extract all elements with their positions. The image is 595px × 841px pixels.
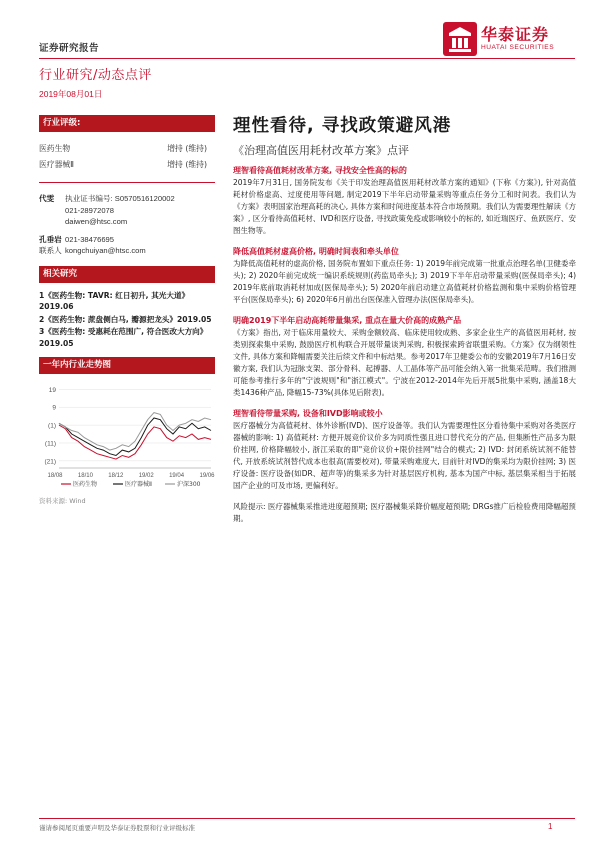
analyst-email[interactable]: daiwen@htsc.com [65,217,128,226]
x-tick-label: 18/08 [47,473,63,479]
y-tick-label: (1) [48,422,56,430]
section [233,408,576,492]
report-date: 2019年08月01日 [39,89,103,99]
contact-name: 孔垂岩 [39,234,62,244]
contact-phone: 021-38476695 [65,234,114,244]
related-heading: 相关研究 [39,266,215,283]
legend-label: 医药生物 [73,481,98,488]
related-item[interactable]: 3《医药生物: 受惠耗在范围广, 符合医改大方向》2019.05 [39,327,208,348]
chart-source: 资料来源: Wind [39,497,86,505]
related-item[interactable]: 1《医药生物: TAVR: 红日初升, 其光大道》2019.06 [39,290,190,311]
report-type-label: 证券研究报告 [39,43,100,54]
report-title: 理性看待, 寻找政策避风港 [233,116,452,136]
y-tick-label: 9 [52,404,56,412]
analyst-phone: 021-28972078 [65,205,114,215]
rating-sector: 医疗器械Ⅱ [39,160,75,169]
x-tick-label: 19/04 [169,473,185,479]
report-subtitle: 《治理高值医用耗材改革方案》点评 [233,144,409,157]
rating-row [39,141,215,157]
x-tick-label: 19/02 [138,473,154,479]
series-line [59,418,211,456]
y-tick-label: (21) [44,458,56,466]
section-heading: 理智看待带量采购, 设备和IVD影响或较小 [233,409,383,418]
x-tick-label: 18/10 [77,473,93,479]
section-body: 《方案》指出, 对于临床用量较大、采购金额较高、临床使用较成熟、多家企业生产的高值医用耗材, 按类别探索集中采购, 鼓励医疗机构联合开展带量谈判采购, 积极探索跨省联盟采购。《方案》仅为纲领性文件, 具体方案和降幅需要关注后续文件和中标结果。参考2017年卫健委公布的安徽2019年7月16日安徽方案, 我们认为冠脉支架、部分骨科、起搏器、人工晶体等产品可能会纳入第一批集采范畴。我们推测可能参考推行多年的"宁波规则"和"浙江模式"。宁波在2012-2014年先后开展5批集中采购, 涵盖18大类1436种产品, 降幅15-73%(具体见后附表)。 [233,328,576,397]
section-heading: 明确2019下半年启动高耗带量集采, 重点在量大价高的成熟产品 [233,316,462,325]
section [233,165,576,237]
y-tick-label: (11) [44,440,56,448]
section-body: 为降低高值耗材的虚高价格, 国务院布置如下重点任务: 1) 2019年前完成第一批重点治理名单(卫健委牵头); 2) 2020年前完成统一编识系统规则(药监局牵头); 3) 2019下半年启动带量采购(医保局牵头); 4) 2019年底前取消耗材加成(医保局牵头); 5) 2020年前启动建立高值耗材价格监测和集中采购价格管理平台(医保局牵头); 6) 2020年6月前出台医保准入管理办法(医保局牵头)。 [233,259,576,304]
x-tick-label: 18/12 [108,473,124,479]
main-content [233,165,576,525]
contact-label: 联系人 [39,246,62,255]
section-heading: 理智看待高值耗材改革方案, 寻找安全性高的标的 [233,166,407,175]
section-body: 2019年7月31日, 国务院发布《关于印发治理高值医用耗材改革方案的通知》(下称《方案》), 针对高值耗材价格虚高、过度使用等问题, 制定2019下半年启动带量采购等重点任务分工和时间表。我们认为《方案》表明国家治理高耗的决心, 具体方案和时间进度基本符合市场预期。我们认为需要理性解读《方案》, 区分看待高值耗材、IVD和医疗设备, 寻找政策免疫或影响较小的标的, 如近瑞医疗、鱼跃医疗、安图生物等。 [233,178,576,235]
brand-mark-icon [443,22,477,56]
trend-chart [39,376,215,494]
section [233,246,576,306]
section-body: 医疗器械分为高值耗材、体外诊断(IVD)、医疗设备等。我们认为需要理性区分看待集中采购对各类医疗器械的影响: 1) 高值耗材: 方便开展竞价议价多为同质性强且进口替代充分的产品, 但集断性产品多为限价挂网, 价格降幅较小, 浙江采取的即"竞价议价+限价挂网"结合的模式; 2) IVD: 封闭系统试剂不能替代, 开放系统试剂替代成本也很高(需要校对), 带量采购难度大, 目前针对IVD的集采均为限价挂网; 3) 医疗设备: 医疗设备(如DR、超声等)的集采多为针对基层医疗机构, 基本为国产中标, 基层集采相当于拓展国产企业的可及市场, 更偏利好。 [233,421,576,490]
analyst-name: 代雯 [39,194,55,203]
trend-chart-block [39,357,215,505]
risk-warning: 风险提示: 医疗器械集采推进进度超预期; 医疗器械集采降价幅度超预期; DRGs推广后检验费用降幅超预期。 [233,502,576,523]
header-divider [39,58,575,59]
x-tick-label: 19/06 [199,473,215,479]
rating-value: 增持 (维持) [167,144,207,153]
sidebar [39,115,215,505]
rating-value: 增持 (维持) [167,160,207,169]
legend-label: 沪深300 [177,481,201,488]
rating-row [39,157,215,173]
report-category: 行业研究/动态点评 [39,68,152,83]
footer-divider [39,818,575,819]
footer-disclaimer[interactable]: 谨请参阅尾页重要声明及华泰证券股票和行业评级标准 [39,824,195,832]
rating-sector: 医药生物 [39,144,71,153]
y-tick-label: 19 [48,386,56,394]
rating-heading: 行业评级: [39,115,215,132]
contact-email[interactable]: kongchuiyan@htsc.com [65,246,146,255]
brand-name-cn: 华泰证券 [481,25,550,44]
section [233,315,576,399]
analyst-block [39,193,215,257]
brand-name-en: HUATAI SECURITIES [481,44,555,51]
chart-heading: 一年内行业走势图 [39,357,215,374]
section-heading: 降低高值耗材虚高价格, 明确时间表和牵头单位 [233,247,399,256]
related-research [39,266,215,350]
related-item[interactable]: 2《医药生物: 蔗盘侧白马, 瓣源把龙头》2019.05 [39,314,212,324]
sidebar-divider [39,182,215,183]
analyst-license: 执业证书编号: S0570516120002 [65,194,175,203]
series-line [59,425,211,459]
page-number: 1 [548,822,553,831]
legend-label: 医疗器械Ⅱ [125,481,152,488]
